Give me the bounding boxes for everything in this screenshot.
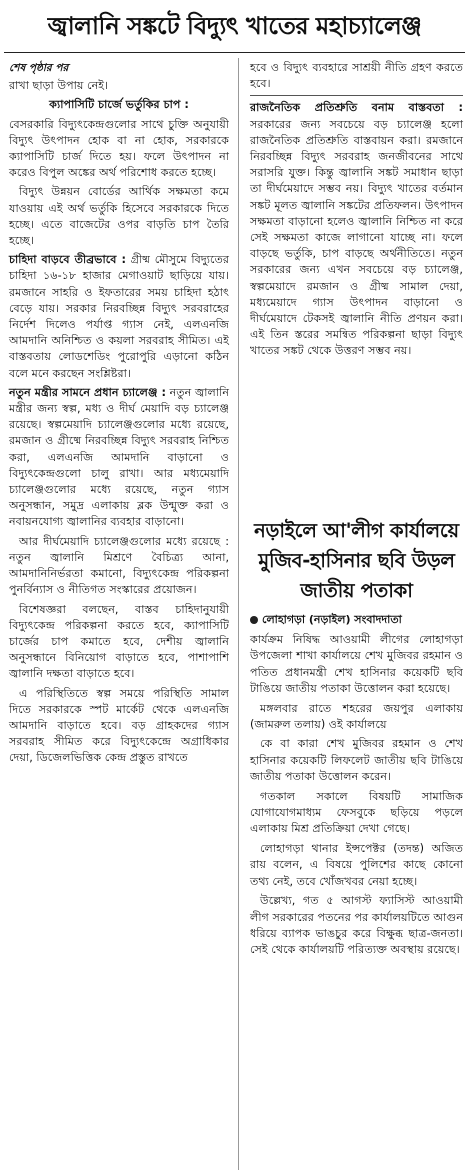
paragraph-lead: চাহিদা বাড়বে তীব্রভাবে : [9,253,126,267]
paragraph [9,252,229,382]
paragraph-lead: নতুন মন্ত্রীর সামনে প্রধান চ্যালেঞ্জ : [9,385,166,399]
paragraph: বিদ্যুৎ উন্নয়ন বোর্ডের আর্থিক সক্ষমতা কমে যাওয়ায় এই অর্থ ভর্তুকি হিসেবে সরকারকে দিতে হচ্ছে। এতে বাজেটের ওপর বাড়তি চাপ তৈরি হচ্ছে। [9,185,229,248]
paragraph-lead: রাজনৈতিক প্রতিশ্রুতি বনাম বাস্তবতা : [250,101,463,115]
paragraph-text: নতুন জ্বালানি মন্ত্রীর জন্য স্বল্প, মধ্য ও দীর্ঘ মেয়াদি বড় চ্যালেঞ্জ রয়েছে। স্বল্পমেয়াদি চ্যালেঞ্জগুলোর মধ্যে রয়েছে, রমজান ও গ্রীষ্মে নিরবচ্ছিন্ন বিদ্যুৎ সরবরাহ নিশ্চিত করা, এলএনজি আমদানি বাড়ানো ও বিদ্যুৎকেন্দ্রগুলো চালু রাখা। আর মধ্যমেয়াদি চ্যালেঞ্জগুলোর মধ্যে রয়েছে, নতুন গ্যাস অনুসন্ধান, সমুদ্র এলাকায় ব্লক উন্মুক্ত করা ও নবায়নযোগ্য জ্বালানির ব্যবহার বাড়ানো। [9,385,229,529]
continued-from-label: শেষ পৃষ্ঠার পর [9,62,69,74]
bullet-icon [250,616,258,624]
byline [250,612,463,628]
column-divider [238,58,239,1170]
paragraph: লোহাগড়া থানার ইন্সপেক্টর (তদন্ত) অজিত রায় বলেন, এ বিষয়ে পুলিশের কাছে কোনো তথ্য নেই, তবে খোঁজখবর নেয়া হচ্ছে। [250,841,463,888]
main-story-left-column [9,60,229,770]
byline-text: লোহাগড়া (নড়াইল) সংবাদদাতা [262,613,402,626]
second-story-body [250,632,463,959]
paragraph: হবে ও বিদ্যুৎ ব্যবহারে সাশ্রয়ী নীতি গ্রহণ করতে হবে। [250,61,463,91]
paragraph [250,100,463,359]
paragraph-text: সরকারের জন্য সবচেয়ে বড় চ্যালেঞ্জ হলো রাজনৈতিক প্রতিশ্রুতি বাস্তবায়ন করা। রমজানে নিরবচ্ছিন্ন বিদ্যুৎ সরবরাহ জনজীবনের সাথে সরাসরি যুক্ত। কিন্তু জ্বালানি সঙ্কট সমাধান ছাড়া তা দীর্ঘমেয়াদে সম্ভব নয়। বিদ্যুৎ খাতের বর্তমান সঙ্কট মূলত জ্বালানি সঙ্কটের প্রতিফলন। উৎপাদন সক্ষমতা বাড়ানো হলেও জ্বালানি নিশ্চিত না করে সেই সক্ষমতা কাজে লাগানো যাচ্ছে না। ফলে বাড়ছে ভর্তুকি, চাপ বাড়ছে অর্থনীতিতে। নতুন সরকারের জন্য এখন সবচেয়ে বড় চ্যালেঞ্জ, স্বল্পমেয়াদে রমজান ও গ্রীষ্ম সামাল দেয়া, মধ্যমেয়াদে গ্যাস উৎপাদন বাড়ানো ও দীর্ঘমেয়াদে টেকসই জ্বালানি নীতি প্রণয়ন করা। এই তিন স্তরের সমন্বিত পরিকল্পনা ছাড়া বিদ্যুৎ খাতের সঙ্কট থেকে উত্তরণ সম্ভব নয়। [250,117,463,358]
second-story [250,516,463,962]
paragraph-text: গ্রীষ্ম মৌসুমে বিদ্যুতের চাহিদা ১৬-১৮ হাজার মেগাওয়াট ছাড়িয়ে যায়। রমজানে সাহরি ও ইফতারের সময় চাহিদা হঠাৎ বেড়ে যায়। সরকার নিরবচ্ছিন্ন বিদ্যুৎ সরবরাহের নির্দেশ দিলেও পর্যাপ্ত গ্যাস নেই, এলএনজি আমদানি অনিশ্চিত ও কয়লা সরবরাহ সীমিত। এই বাস্তবতায় লোডশেডিং পুরোপুরি এড়ানো কঠিন বলে মনে করছেন সংশ্লিষ্টরা। [9,253,229,380]
headline-divider [4,52,465,53]
right-column-body [250,60,463,360]
section-rule [250,95,463,96]
paragraph: গতকাল সকালে বিষয়টি সামাজিক যোগাযোগমাধ্যম ফেসবুকে ছড়িয়ে পড়লে এলাকায় মিশ্র প্রতিক্রিয়া দেখা গেছে। [250,789,463,836]
paragraph: বিশেষজ্ঞরা বলছেন, বাস্তব চাহিদানুযায়ী বিদ্যুৎকেন্দ্র পরিকল্পনা করতে হবে, ক্যাপাসিটি চার্জের চাপ কমাতে হবে, দেশীয় জ্বালানি অনুসন্ধানে বিনিয়োগ বাড়াতে হবে, পাশাপাশি জ্বালানি দক্ষতা বাড়াতে হবে। [9,602,229,681]
paragraph: এ পরিস্থিতিতে স্বল্প সময়ে পরিস্থিতি সামাল দিতে সরকারকে স্পট মার্কেট থেকে এলএনজি আমদানি বাড়াতে হবে। বড় গ্রাহকদের গ্যাস সরবরাহ সীমিত করে বিদ্যুৎকেন্দ্রে অগ্রাধিকার দেয়া, ডিজেলভিত্তিক কেন্দ্র প্রস্তুত রাখতে [9,686,229,765]
paragraph [9,385,229,531]
second-story-headline: নড়াইলে আ'লীগ কার্যালয়ে মুজিব-হাসিনার ছবি উড়ল জাতীয় পতাকা [254,519,459,602]
subheading-text: ক্যাপাসিটি চার্জে ভর্তুকির চাপ : [49,98,189,112]
main-story-right-column [250,60,463,363]
paragraph: বেসরকারি বিদ্যুৎকেন্দ্রগুলোর সাথে চুক্তি অনুযায়ী বিদ্যুৎ উৎপাদন হোক বা না হোক, সরকারকে ক্যাপাসিটি চার্জ দিতে হয়। ফলে উৎপাদন না করেও বিপুল অঙ্কের অর্থ পরিশোধ করতে হচ্ছে। [9,117,229,180]
left-column-body [9,78,229,766]
paragraph: উল্লেখ্য, গত ৫ আগস্ট ফ্যাসিস্ট আওয়ামী লীগ সরকারের পতনের পর কার্যালয়টিতে আগুন ধরিয়ে ব্যাপক ভাঙচুর করে বিক্ষুব্ধ ছাত্র-জনতা। সেই থেকে কার্যালয়টি পরিত্যক্ত অবস্থায় রয়েছে। [250,894,463,957]
paragraph: আর দীর্ঘমেয়াদি চ্যালেঞ্জগুলোর মধ্যে রয়েছে : নতুন জ্বালানি মিশ্রণে বৈচিত্র্য আনা, আমদানিনির্ভরতা কমানো, বিদ্যুৎকেন্দ্র পরিকল্পনা পুনর্বিন্যাস ও নীতিগত সংস্কারের প্রয়োজন। [9,534,229,597]
paragraph: কে বা কারা শেখ মুজিবর রহমান ও শেখ হাসিনার কয়েকটি লিফলেট জাতীয় ছবি টাঙিয়ে জাতীয় পতাকা উত্তোলন করেন। [250,737,463,784]
subheading [9,97,229,113]
main-headline: জ্বালানি সঙ্কটে বিদ্যুৎ খাতের মহাচ্যালেঞ্জ [47,12,422,40]
paragraph: রাখা ছাড়া উপায় নেই। [9,79,109,93]
paragraph: কার্যক্রম নিষিদ্ধ আওয়ামী লীগের লোহাগড়া উপজেলা শাখা কার্যালয়ে শেখ মুজিবর রহমান ও পতিত প্রধানমন্ত্রী শেখ হাসিনার কয়েকটি ছবি টাঙিয়ে জাতীয় পতাকা উত্তোলন করা হয়েছে। [250,633,463,696]
paragraph: মঙ্গলবার রাতে শহরের জয়পুর এলাকায় (জামরুল তলায়) ওই কার্যালয়ে [250,701,463,732]
